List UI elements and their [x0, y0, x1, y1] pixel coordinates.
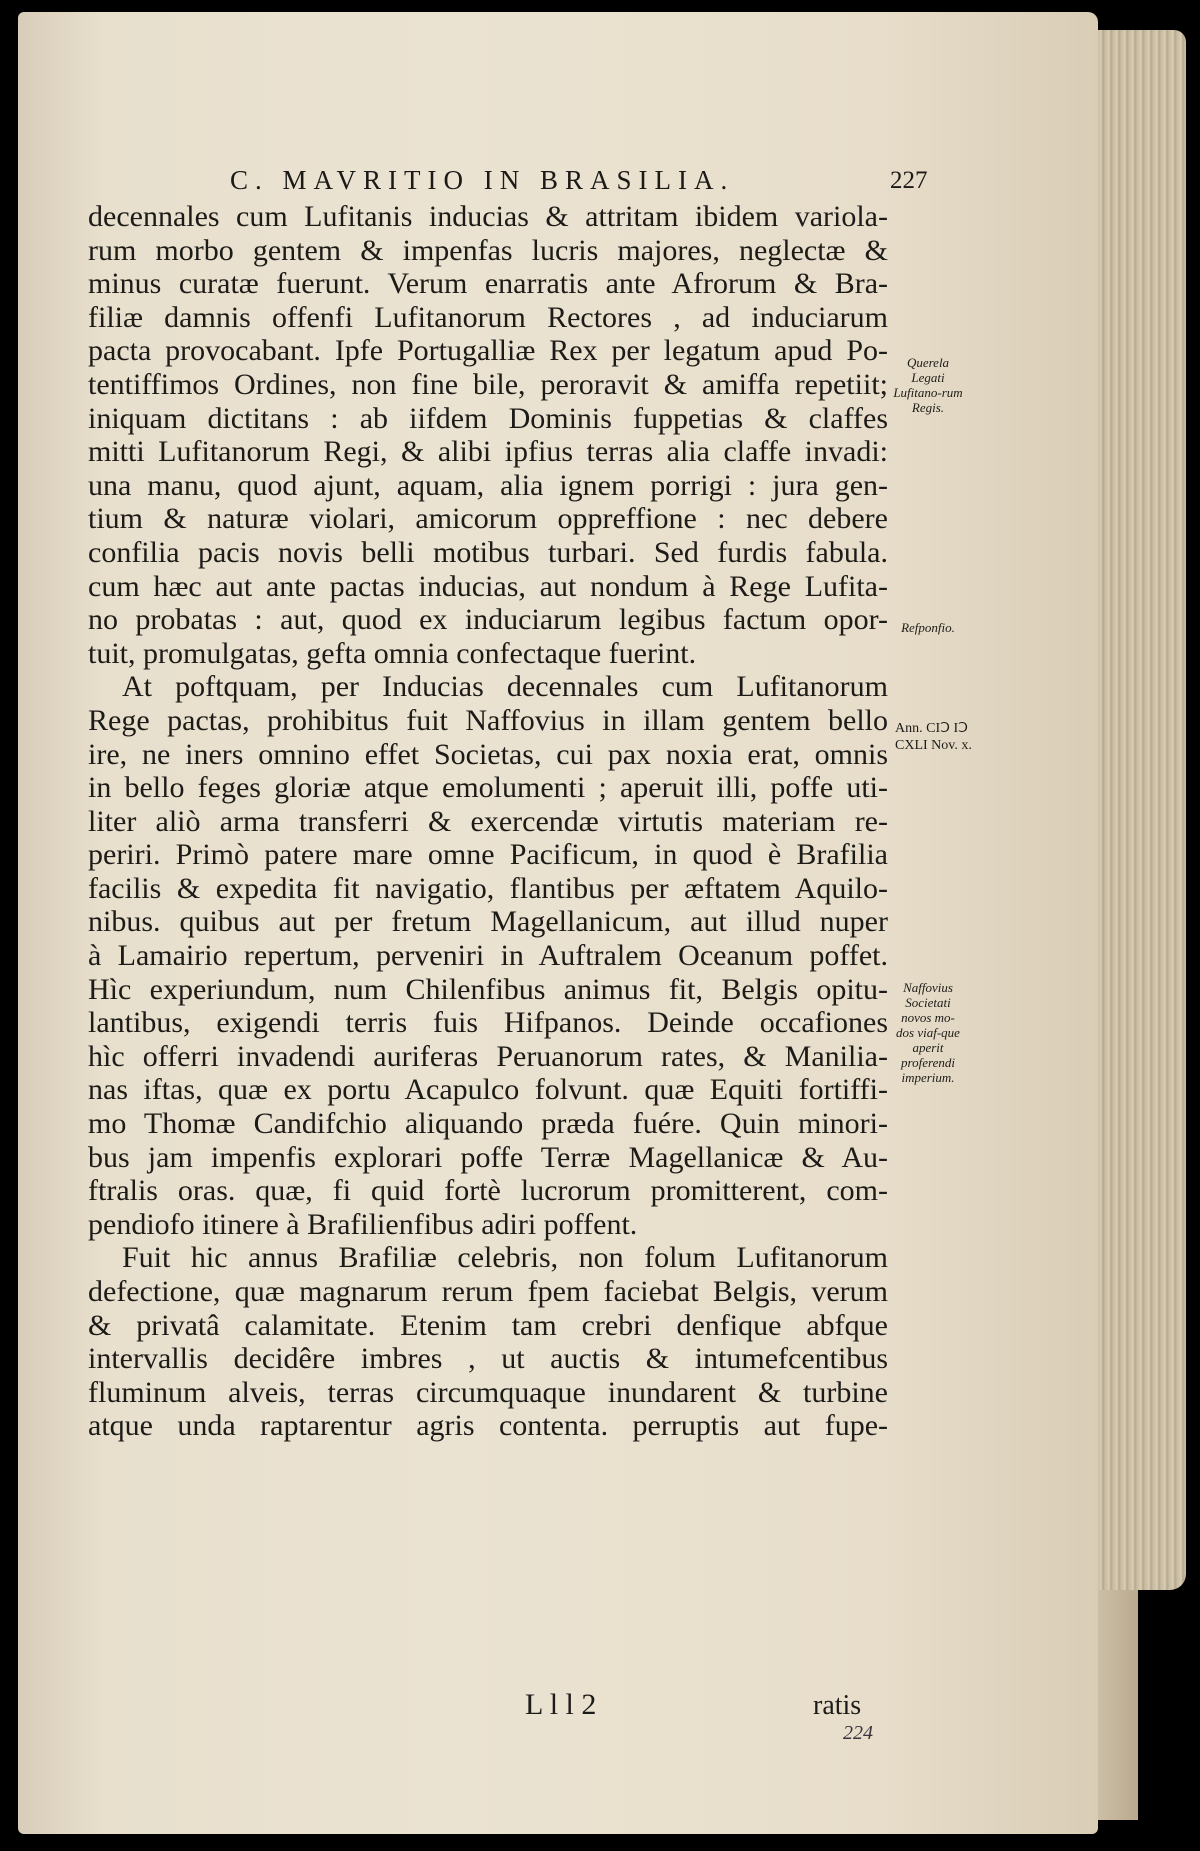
text-line: minus curatæ fuerunt. Verum enarratis ante Afrorum & Bra- [88, 267, 888, 301]
text-line: liter aliò arma transferri & exercendæ virtutis materiam re- [88, 804, 888, 838]
text-line: tium & naturæ violari, amicorum oppreffione : nec debere [88, 502, 888, 536]
text-line: nibus. quibus aut per fretum Magellanicum, aut illud nuper [88, 905, 888, 939]
body-text [88, 200, 888, 1443]
text-line: & privatâ calamitate. Etenim tam crebri denfique abfque [88, 1308, 888, 1342]
text-line: tentiffimos Ordines, non fine bile, peroravit & amiffa repetiit; [88, 367, 888, 401]
pencil-page-number: 224 [843, 1722, 873, 1744]
text-line: nas iftas, quæ ex portu Acapulco folvunt. quæ Equiti fortiffi- [88, 1073, 888, 1107]
text-line: Fuit hic annus Brafiliæ celebris, non folum Lufitanorum [122, 1241, 888, 1275]
text-line: periri. Primò patere mare omne Pacificum, in quod è Brafilia [88, 838, 888, 872]
text-line: bus jam impenfis explorari poffe Terræ Magellanicæ & Au- [88, 1140, 888, 1174]
catchword: ratis [813, 1690, 862, 1721]
text-line: confilia pacis novis belli motibus turbari. Sed furdis fabula. [88, 535, 888, 569]
page-edges [1098, 30, 1186, 1590]
text-line: in bello feges gloriæ atque emolumenti ; aperuit illi, poffe uti- [88, 771, 888, 805]
text-line: pacta provocabant. Ipfe Portugalliæ Rex per legatum apud Po- [88, 334, 888, 368]
text-line: intervallis decidêre imbres , ut auctis & intumefcentibus [88, 1342, 888, 1376]
text-line: lantibus, exigendi terris fuis Hifpanos. Deinde occafiones [88, 1006, 888, 1040]
text-line: cum hæc aut ante pactas inducias, aut nondum à Rege Lufita- [88, 569, 888, 603]
margin-note-date: Ann. CIↃ IↃ CXLI Nov. x. [895, 721, 972, 753]
running-title: C. MAVRITIO IN BRASILIA. [230, 165, 735, 195]
text-line: defectione, quæ magnarum rerum fpem faciebat Belgis, verum [88, 1275, 888, 1308]
text-line: facilis & expedita fit navigatio, flantibus per æftatem Aquilo- [88, 871, 888, 905]
margin-note-nassovius: Naffovius Societati novos mo-dos viaf-que aperit proferendi imperium. [896, 980, 960, 1085]
text-line: atque unda raptarentur agris contenta. perruptis aut fupe- [88, 1409, 888, 1443]
text-line: pendiofo itinere à Brafilienfibus adiri poffent. [88, 1207, 638, 1241]
page-number: 227 [890, 167, 928, 194]
text-line: una manu, quod ajunt, aquam, alia ignem porrigi : jura gen- [88, 468, 888, 502]
text-line: à Lamairio repertum, perveniri in Auftralem Oceanum poffet. [88, 939, 888, 973]
text-line: ire, ne iners omnino effet Societas, cui pax noxia erat, omnis [88, 737, 888, 771]
text-line: hìc offerri invadendi auriferas Peruanorum rates, & Manilia- [88, 1039, 888, 1073]
text-line: Rege pactas, prohibitus fuit Naffovius in illam gentem bello [88, 703, 888, 737]
text-line: At poftquam, per Inducias decennales cum Lufitanorum [122, 670, 888, 704]
margin-note-querela: Querela Legati Lufitano-rum Regis. [893, 355, 963, 415]
page-header [90, 165, 940, 205]
text-line: tuit, promulgatas, gefta omnia confectaque fuerint. [88, 636, 697, 670]
text-line: rum morbo gentem & impenfas lucris majores, neglectæ & [88, 233, 888, 267]
text-line: decennales cum Lufitanis inducias & attritam ibidem variola- [88, 200, 888, 233]
text-line: fluminum alveis, terras circumquaque inundarent & turbine [88, 1375, 888, 1409]
signature-mark: L l l 2 [525, 1688, 597, 1721]
text-line: Hìc experiundum, num Chilenfibus animus fit, Belgis opitu- [88, 972, 888, 1006]
text-line: mo Thomæ Candifchio aliquando præda fuére. Quin minori- [88, 1107, 888, 1141]
margin-note-responsio: Refponfio. [901, 620, 955, 635]
text-line: filiæ damnis offenfi Lufitanorum Rectores , ad induciarum [88, 300, 888, 334]
text-line: mitti Lufitanorum Regi, & alibi ipfius terras alia claffe invadi: [88, 435, 888, 469]
text-line: no probatas : aut, quod ex induciarum legibus factum opor- [88, 603, 888, 637]
text-line: iniquam dictitans : ab iifdem Dominis fuppetias & claffes [88, 401, 888, 435]
page-edges-lower [1098, 1590, 1138, 1820]
text-line: ftralis oras. quæ, fi quid fortè lucrorum promitterent, com- [88, 1174, 888, 1208]
